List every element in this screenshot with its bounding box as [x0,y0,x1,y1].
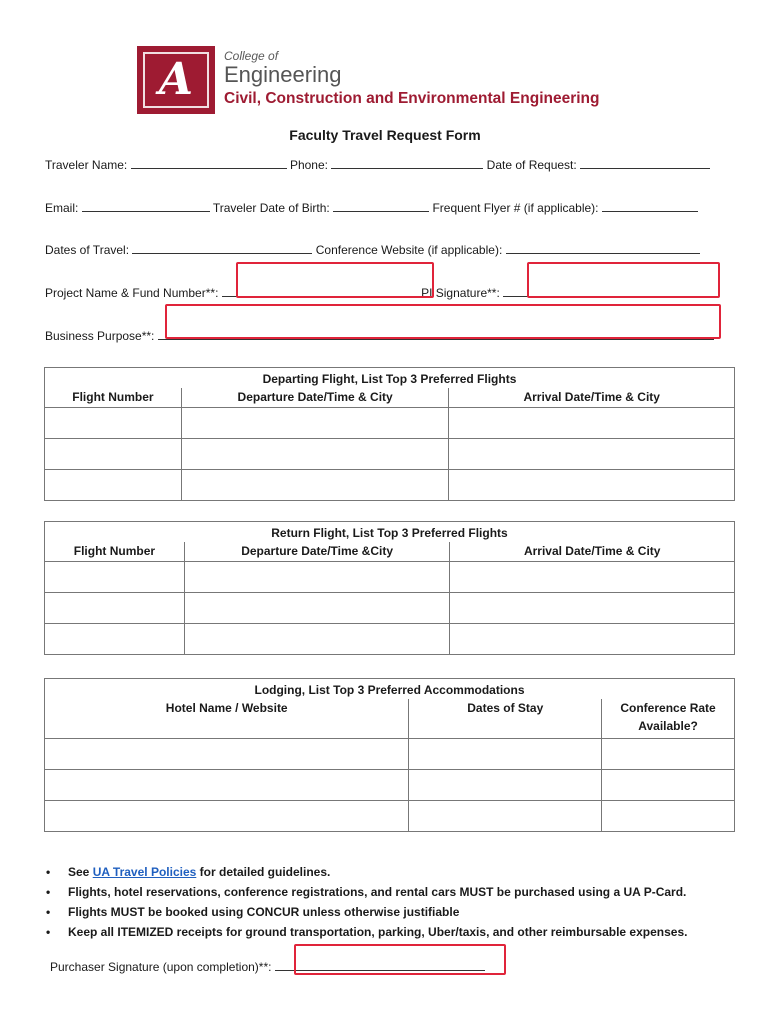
list-item [46,922,687,942]
table-row [45,624,735,655]
logo-line-engineering: Engineering [224,62,342,87]
lodging-cell-rate-3[interactable] [602,801,735,832]
purchaser-signature-label: Purchaser Signature (upon completion)**: [50,960,272,974]
project-fund-label: Project Name & Fund Number**: [45,286,219,300]
pi-signature-label: PI Signature**: [421,286,500,300]
lodging-cell-hotel-3[interactable] [45,801,409,832]
lodging-col-hotel: Hotel Name / Website [45,699,409,739]
lodging-cell-rate-1[interactable] [602,739,735,770]
lodging-cell-rate-2[interactable] [602,770,735,801]
return-col-departure: Departure Date/Time &City [184,542,450,562]
phone-field[interactable] [331,157,483,169]
departing-cell-departure-1[interactable] [181,408,449,439]
departing-cell-departure-3[interactable] [181,470,449,501]
departing-col-flight-number: Flight Number [45,388,182,408]
note-4: Keep all ITEMIZED receipts for ground transportation, parking, Uber/taxis, and other reimbursable expenses. [68,925,688,939]
row-dates-conference [45,242,700,257]
lodging-cell-hotel-2[interactable] [45,770,409,801]
return-col-flight-number: Flight Number [45,542,185,562]
departing-cell-arrival-1[interactable] [449,408,735,439]
departing-cell-arrival-2[interactable] [449,439,735,470]
guidelines-list [46,862,687,942]
traveler-name-field[interactable] [131,157,287,169]
lodging-table [44,678,735,832]
lodging-cell-dates-2[interactable] [409,770,602,801]
email-field[interactable] [82,200,210,212]
date-of-request-field[interactable] [580,157,710,169]
dates-of-travel-label: Dates of Travel: [45,243,130,257]
return-cell-arrival-2[interactable] [450,593,735,624]
lodging-col-conference-rate [602,699,735,739]
lodging-col-dates: Dates of Stay [409,699,602,739]
logo-line-department: Civil, Construction and Environmental Engineering [224,90,600,107]
departing-cell-flight-1[interactable] [45,408,182,439]
logo-text [215,46,599,114]
departing-caption: Departing Flight, List Top 3 Preferred Flights [45,368,735,388]
table-row [45,593,735,624]
pi-signature-highlight [527,262,720,298]
return-cell-flight-1[interactable] [45,562,185,593]
date-of-birth-field[interactable] [333,200,429,212]
return-caption: Return Flight, List Top 3 Preferred Flights [45,522,735,542]
lodging-caption: Lodging, List Top 3 Preferred Accommodations [45,679,735,699]
traveler-name-label: Traveler Name: [45,158,128,172]
dates-of-travel-field[interactable] [132,242,312,254]
lodging-cell-hotel-1[interactable] [45,739,409,770]
departing-cell-arrival-3[interactable] [449,470,735,501]
script-a-logo-icon [137,46,215,114]
table-row [45,408,735,439]
return-col-arrival: Arrival Date/Time & City [450,542,735,562]
college-logo [137,46,633,114]
frequent-flyer-field[interactable] [602,200,698,212]
list-item [46,882,687,902]
note-1-prefix: See [68,865,90,879]
ua-travel-policies-link[interactable]: UA Travel Policies [92,865,197,879]
return-cell-departure-2[interactable] [184,593,450,624]
return-cell-arrival-3[interactable] [450,624,735,655]
table-row [45,439,735,470]
lodging-col-conference-rate-line1: Conference Rate [620,700,716,715]
table-row [45,470,735,501]
lodging-cell-dates-3[interactable] [409,801,602,832]
lodging-col-conference-rate-line2: Available? [638,718,698,733]
departing-cell-flight-3[interactable] [45,470,182,501]
departing-cell-departure-2[interactable] [181,439,449,470]
business-purpose-label: Business Purpose**: [45,329,155,343]
return-cell-departure-1[interactable] [184,562,450,593]
purchaser-signature-highlight [294,944,506,975]
table-row [45,801,735,832]
logo-letter: A [158,54,194,105]
note-3: Flights MUST be booked using CONCUR unless otherwise justifiable [68,905,460,919]
departing-col-arrival: Arrival Date/Time & City [449,388,735,408]
row-traveler-phone-date [45,157,710,172]
note-1-suffix: for detailed guidelines. [199,865,331,879]
return-cell-departure-3[interactable] [184,624,450,655]
date-of-request-label: Date of Request: [486,158,577,172]
return-cell-flight-3[interactable] [45,624,185,655]
table-row [45,562,735,593]
departing-col-departure: Departure Date/Time & City [181,388,449,408]
project-fund-highlight [236,262,434,298]
return-cell-arrival-1[interactable] [450,562,735,593]
list-item [46,862,687,882]
conference-website-field[interactable] [506,242,700,254]
conference-website-label: Conference Website (if applicable): [315,243,503,257]
phone-label: Phone: [289,158,328,172]
list-item [46,902,687,922]
row-email-dob-flyer [45,200,698,215]
logo-line-college: College of [224,49,279,63]
return-flight-table [44,521,735,655]
email-label: Email: [45,201,79,215]
lodging-cell-dates-1[interactable] [409,739,602,770]
date-of-birth-label: Traveler Date of Birth: [212,201,330,215]
departing-flight-table [44,367,735,501]
form-title: Faculty Travel Request Form [289,127,481,143]
table-row [45,770,735,801]
note-2: Flights, hotel reservations, conference registrations, and rental cars MUST be purchased using a UA P-Card. [68,885,687,899]
return-cell-flight-2[interactable] [45,593,185,624]
departing-cell-flight-2[interactable] [45,439,182,470]
business-purpose-highlight [165,304,721,339]
frequent-flyer-label: Frequent Flyer # (if applicable): [432,201,599,215]
table-row [45,739,735,770]
